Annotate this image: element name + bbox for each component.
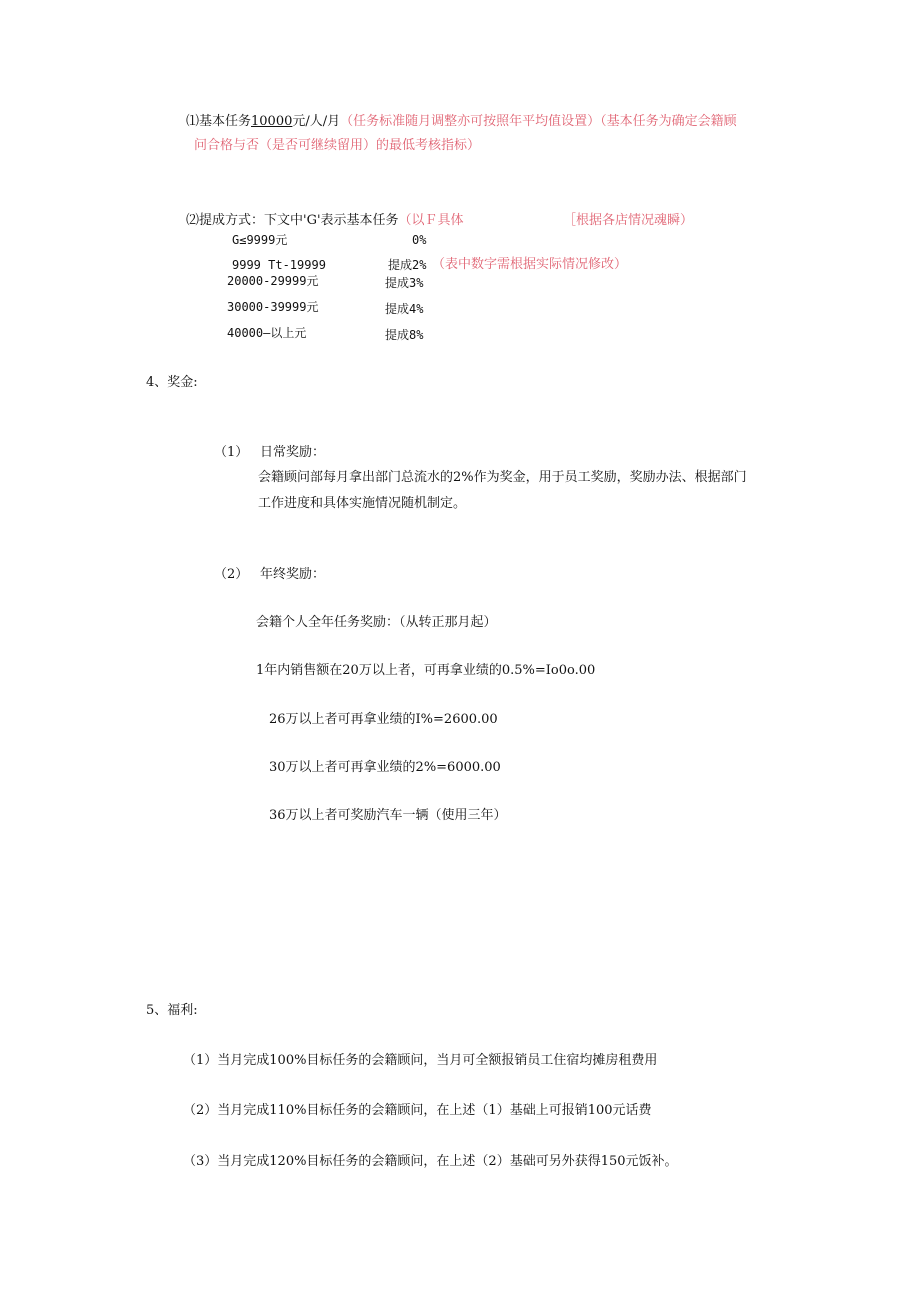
commission-rate: 提成4% <box>385 302 424 316</box>
commission-note: （表中数字需根据实际情况修改） <box>432 257 628 272</box>
annual-bonus-item: 36万以上者可奖励汽车一辆（使用三年） <box>269 808 507 823</box>
commission-note-b: ［根据各店情况魂瞬） <box>563 213 694 228</box>
commission-rate: 提成2% <box>388 258 427 272</box>
commission-rate: 提成3% <box>385 276 424 290</box>
commission-range: G≤9999元 <box>232 233 288 247</box>
annual-bonus-item: 26万以上者可再拿业绩的I%=2600.00 <box>269 712 498 727</box>
annual-bonus-title: 年终奖励： <box>260 567 326 582</box>
annual-bonus-intro: 会籍个人全年任务奖励：（从转正那月起） <box>256 615 497 630</box>
commission-rate: 提成8% <box>385 328 424 342</box>
daily-bonus-title: 日常奖励： <box>260 445 326 460</box>
basic-task-amount: 10000 <box>251 114 293 129</box>
welfare-item: （3）当月完成120%目标任务的会籍顾问，在上述（2）基础可另外获得150元饭补。 <box>183 1154 678 1169</box>
basic-task-line <box>186 114 737 130</box>
bonus-heading: 4、奖金: <box>146 375 198 390</box>
daily-bonus-number: （1） <box>214 445 249 460</box>
welfare-heading: 5、福利: <box>146 1003 198 1018</box>
daily-bonus-text: 会籍顾问部每月拿出部门总流水的2%作为奖金，用于员工奖励，奖励办法、根据部门 <box>258 470 747 485</box>
commission-range: 40000—以上元 <box>227 326 307 340</box>
annual-bonus-number: （2） <box>214 567 249 582</box>
basic-task-note-continued: 问合格与否（是否可继续留用）的最低考核指标） <box>194 138 481 153</box>
commission-heading-line <box>186 213 464 229</box>
annual-bonus-item: 30万以上者可再拿业绩的2%=6000.00 <box>269 760 501 775</box>
commission-range: 30000-39999元 <box>227 300 319 314</box>
commission-range: 9999 Tt-19999 <box>232 258 326 272</box>
commission-range: 20000-29999元 <box>227 274 319 288</box>
welfare-item: （1）当月完成100%目标任务的会籍顾问，当月可全额报销员工住宿均摊房租费用 <box>183 1053 658 1068</box>
commission-rate: 0% <box>412 233 427 247</box>
welfare-item: （2）当月完成110%目标任务的会籍顾问，在上述（1）基础上可报销100元话费 <box>183 1103 652 1118</box>
basic-task-prefix: ⑴基本任务 <box>186 114 252 129</box>
basic-task-unit: 元/人/月 <box>292 114 341 129</box>
basic-task-note: （任务标准随月调整亦可按照年平均值设置）（基本任务为确定会籍顾 <box>340 114 737 129</box>
commission-note-a: （以Ｆ具体 <box>398 213 464 228</box>
annual-bonus-item: 1年内销售额在20万以上者，可再拿业绩的0.5%=Io0o.00 <box>256 663 596 678</box>
daily-bonus-text-continued: 工作进度和具体实施情况随机制定。 <box>258 496 467 511</box>
commission-heading: ⑵提成方式：下文中'G'表示基本任务 <box>186 213 399 228</box>
